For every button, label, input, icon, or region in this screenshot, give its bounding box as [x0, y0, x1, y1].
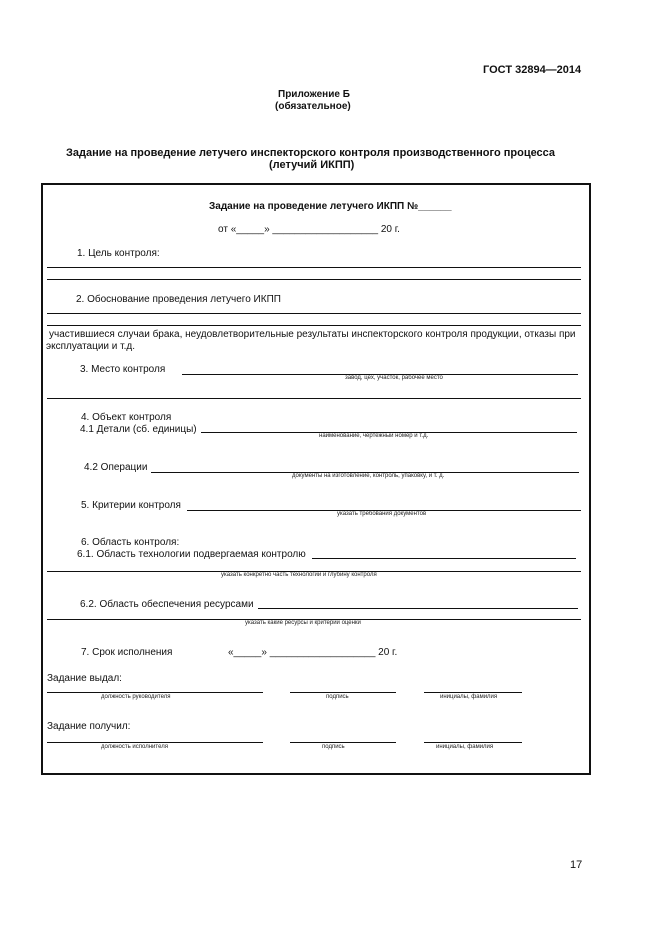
received-label: Задание получил: — [47, 721, 131, 732]
criteria-label: 5. Критерии контроля — [81, 500, 181, 511]
location-label: 3. Место контроля — [80, 364, 166, 375]
issuer-signature-caption: подпись — [326, 694, 349, 700]
justification-label: 2. Обоснование проведения летучего ИКПП — [76, 294, 281, 305]
operations-caption: документы на изготовление, контроль, упаковку, и т. д. — [292, 473, 445, 479]
location-line-2[interactable] — [47, 398, 581, 399]
document-title-2: (летучий ИКПП) — [269, 159, 355, 171]
justification-line-2[interactable] — [47, 325, 581, 326]
issuer-position-line[interactable] — [47, 692, 263, 693]
technology-line[interactable] — [312, 558, 576, 559]
receiver-position-line[interactable] — [47, 742, 263, 743]
receiver-signature-line[interactable] — [290, 742, 396, 743]
operations-label: 4.2 Операции — [84, 462, 148, 473]
deadline-label: 7. Срок исполнения — [81, 647, 173, 658]
issuer-signature-line[interactable] — [290, 692, 396, 693]
justification-note: участившиеся случаи брака, неудовлетворительные результаты инспекторского контроля продукции, отказы при — [49, 329, 576, 340]
form-title: Задание на проведение летучего ИКПП №______ — [209, 201, 452, 212]
area-label: 6. Область контроля: — [81, 537, 180, 548]
receiver-name-line[interactable] — [424, 742, 522, 743]
receiver-name-caption: инициалы, фамилия — [436, 744, 494, 750]
object-label: 4. Объект контроля — [81, 412, 172, 423]
page-number: 17 — [570, 859, 583, 871]
goal-line-2[interactable] — [47, 279, 581, 280]
appendix-title: Приложение Б — [278, 89, 350, 100]
location-caption: завод, цех, участок, рабочее место — [345, 375, 443, 381]
receiver-position-caption: должность исполнителя — [101, 744, 168, 750]
justification-note-2: эксплуатации и т.д. — [46, 341, 136, 352]
resources-label: 6.2. Область обеспечения ресурсами — [80, 599, 254, 610]
resources-line[interactable] — [258, 608, 578, 609]
issuer-name-caption: инициалы, фамилия — [440, 694, 498, 700]
form-date: от «_____» ___________________ 20 г. — [218, 224, 400, 235]
standard-number: ГОСТ 32894—2014 — [483, 64, 582, 76]
issued-label: Задание выдал: — [47, 673, 122, 684]
receiver-signature-caption: подпись — [322, 744, 345, 750]
criteria-caption: указать требования документов — [337, 511, 427, 517]
parts-label: 4.1 Детали (сб. единицы) — [80, 424, 197, 435]
issuer-name-line[interactable] — [424, 692, 522, 693]
form-frame — [41, 183, 591, 775]
issuer-position-caption: должность руководителя — [101, 694, 171, 700]
deadline-date: «_____» ___________________ 20 г. — [228, 647, 398, 658]
technology-label: 6.1. Область технологии подвергаемая контролю — [77, 549, 306, 560]
justification-line-1[interactable] — [47, 313, 581, 314]
parts-caption: наименование, чертежный номер и т.д. — [319, 433, 429, 439]
technology-caption: указать конкретно часть технологии и глубину контроля — [221, 572, 377, 578]
document-title: Задание на проведение летучего инспекторского контроля производственного процесса — [66, 147, 556, 159]
appendix-subtitle: (обязательное) — [275, 101, 351, 112]
goal-label: 1. Цель контроля: — [77, 248, 160, 259]
goal-line-1[interactable] — [47, 267, 581, 268]
resources-caption: указать какие ресурсы и критерии оценки — [245, 620, 361, 626]
